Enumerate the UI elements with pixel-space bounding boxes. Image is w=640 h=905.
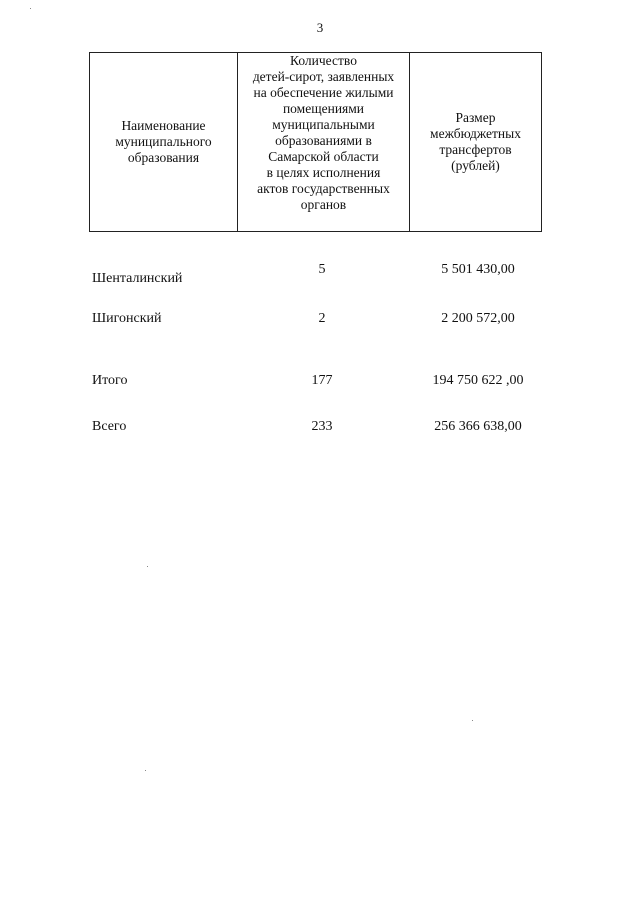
page-number: 3 — [316, 20, 324, 35]
row-count: 2 — [318, 311, 326, 326]
table-row — [0, 262, 640, 286]
total-count: 177 — [311, 373, 333, 388]
row-count: 5 — [318, 262, 326, 277]
table-row — [0, 311, 640, 331]
table-header — [89, 52, 542, 232]
row-amount: 5 501 430,00 — [441, 262, 515, 277]
scan-speck — [30, 8, 31, 9]
grand-total-name: Всего — [92, 419, 127, 434]
scan-speck — [147, 566, 148, 567]
scan-speck — [145, 770, 146, 771]
row-amount: 2 200 572,00 — [441, 311, 515, 326]
row-name: Шенталинский — [92, 271, 183, 286]
header-orphan-count: Количество детей-сирот, заявленных на обеспечение жилыми помещениями муниципальными образованиями в Самарской области в целях исполнения актов государственных органов — [238, 53, 410, 231]
total-amount: 194 750 622 ,00 — [432, 373, 524, 388]
grand-total-amount: 256 366 638,00 — [434, 419, 522, 434]
total-row — [0, 373, 640, 393]
scan-speck — [472, 720, 473, 721]
header-transfer-amount: Размер межбюджетных трансфертов (рублей) — [430, 110, 521, 173]
header-municipality: Наименование муниципального образования — [90, 53, 238, 231]
grand-total-row — [0, 419, 640, 439]
grand-total-count: 233 — [311, 419, 333, 434]
total-name: Итого — [92, 373, 128, 388]
row-name: Шигонский — [92, 311, 162, 326]
